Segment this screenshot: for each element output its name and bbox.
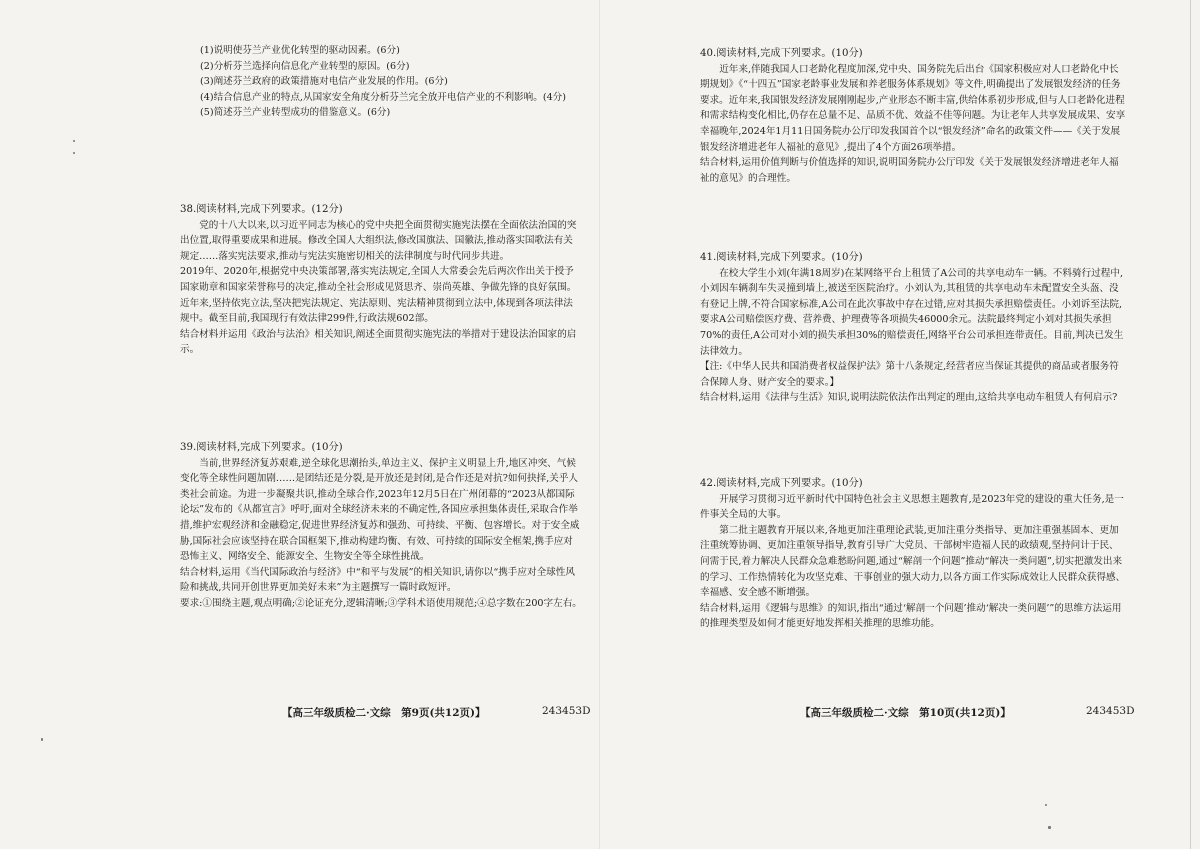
question-heading: 42.阅读材料,完成下列要求。(10分) (700, 478, 863, 489)
q37-subquestion: (4)结合信息产业的特点,从国家安全角度分析芬兰完全放开电信产业的不利影响。(4分) (200, 91, 567, 103)
right-page (600, 0, 1200, 849)
page-footer: 【高三年级质检二·文综 第9页(共12页)】 (282, 707, 486, 719)
question-material: 第二批主题教育开展以来,各地更加注重理论武装,更加注重分类指导、更加注重强基固本、更加注重统筹协调、更加注重领导指导,教育引导广大党员、干部树牢造福人民的政绩观,坚持问计于民、问需于民,着力解决人民群众急难愁盼问题,通过“解剖一个问题”推动“解决一类问题”,切实把激发出来的学习、工作热情转化为攻坚克难、干事创业的强大动力,以各方面工作实际成效让人民群众获得感、幸福感、安全感不断增强。 (700, 524, 1126, 599)
q37-subquestion: (3)阐述芬兰政府的政策措施对电信产业发展的作用。(6分) (200, 76, 448, 88)
question-material: 近年来,伴随我国人口老龄化程度加深,党中央、国务院先后出台《国家积极应对人口老龄化中长期规划》《“十四五”国家老龄事业发展和养老服务体系规划》等文件,明确提出了发展银发经济的任务要求。近年来,我国银发经济发展刚刚起步,产业形态不断丰富,供给体系初步形成,但与人口老龄化进程和需求结构变化相比,仍存在总量不足、品质不优、效益不佳等问题。为让老年人共享发展成果、安享幸福晚年,2024年1月11日国务院办公厅印发我国首个以“银发经济”命名的政策文件——《关于发展银发经济增进老年人福祉的意见》,提出了4个方面26项举措。 (700, 63, 1126, 153)
question-material: 2019年、2020年,根据党中央决策部署,落实宪法规定,全国人大常委会先后两次作出关于授予国家勋章和国家荣誉称号的决定,推动全社会形成见贤思齐、崇尚英雄、争做先锋的良好氛围。近年来,坚持依宪立法,坚决把宪法规定、宪法原则、宪法精神贯彻到立法中,体现到各项法律法规中。截至目前,我国现行有效法律299件,行政法规602部。 (180, 266, 577, 325)
q37-subquestion: (2)分析芬兰选择向信息化产业转型的原因。(6分) (200, 60, 410, 72)
q37-subquestions (200, 43, 600, 121)
question-material: 党的十八大以来,以习近平同志为核心的党中央把全面贯彻实施宪法摆在全面依法治国的突出位置,取得重要成果和进展。修改全国人大组织法,修改国旗法、国徽法,推动落实国歌法有关规定……落实宪法要求,推动与宪法实施密切相关的法律制度与时代同步共进。 (180, 219, 577, 262)
question-task: 结合材料,运用价值判断与价值选择的知识,说明国务院办公厅印发《关于发展银发经济增进老年人福祉的意见》的合理性。 (700, 157, 1119, 184)
question-material: 开展学习贯彻习近平新时代中国特色社会主义思想主题教育,是2023年党的建设的重大任务,是一件事关全局的大事。 (700, 493, 1124, 521)
question-material: 当前,世界经济复苏艰难,逆全球化思潮抬头,单边主义、保护主义明显上升,地区冲突、气候变化等全球性问题加剧……是团结还是分裂,是开放还是封闭,是合作还是对抗?如何抉择,关乎人类社会前途。为进一步凝聚共识,推动全球合作,2023年12月5日在广州闭幕的“2023从都国际论坛”发布的《从都宣言》呼吁,面对全球经济未来的不确定性,各国应承担集体责任,采取合作举措,维护宏观经济和金融稳定,促进世界经济复苏和强劲、可持续、平衡、包容增长。对于安全威胁,国际社会应该坚持在联合国框架下,推动构建均衡、有效、可持续的国际安全框架,携手应对恐怖主义、网络安全、能源安全、生物安全等全球性挑战。 (180, 457, 580, 563)
question-material: 在校大学生小刘(年满18周岁)在某网络平台上租赁了A公司的共享电动车一辆。不料骑行过程中,小刘因车辆刹车失灵撞到墙上,被送至医院治疗。小刘认为,其租赁的共享电动车未配置安全头盔、没有登记上牌,不符合国家标准,A公司在此次事故中存在过错,应对其损失承担赔偿责任。小刘诉至法院,要求A公司赔偿医疗费、营养费、护理费等各项损失46000余元。法院最终判定小刘对其损失承担70%的责任,A公司对小刘的损失承担30%的赔偿责任,网络平台公司承担连带责任。目前,判决已发生法律效力。 (700, 267, 1124, 357)
question-task: 结合材料并运用《政治与法治》相关知识,阐述全面贯彻实施宪法的举措对于建设法治国家的启示。 (180, 328, 577, 356)
question-heading: 40.阅读材料,完成下列要求。(10分) (700, 48, 863, 59)
question-42 (700, 476, 1128, 632)
question-heading: 38.阅读材料,完成下列要求。(12分) (180, 204, 343, 215)
page-footer: 【高三年级质检二·文综 第10页(共12页)】 (800, 707, 1011, 719)
paper-code: 243453D (542, 705, 591, 717)
paper-code: 243453D (1086, 705, 1135, 717)
question-39 (180, 440, 582, 612)
question-40 (700, 46, 1128, 186)
q37-subquestion: (5)简述芬兰产业转型成功的借鉴意义。(6分) (200, 107, 391, 119)
question-heading: 41.阅读材料,完成下列要求。(10分) (700, 252, 863, 263)
question-requirements: 要求:①围绕主题,观点明确;②论证充分,逻辑清晰;③学科术语使用规范;④总字数在200字左右。 (180, 597, 582, 609)
question-note: 【注:《中华人民共和国消费者权益保护法》第十八条规定,经营者应当保证其提供的商品或者服务符合保障人身、财产安全的要求。】 (700, 361, 1119, 388)
question-38 (180, 202, 582, 358)
question-task: 结合材料,运用《当代国际政治与经济》中“和平与发展”的相关知识,请你以“携手应对全球性风险和挑战,共同开创世界更加美好未来”为主题撰写一篇时政短评。 (180, 566, 575, 594)
q37-subquestion: (1)说明使芬兰产业优化转型的驱动因素。(6分) (200, 45, 400, 56)
question-task: 结合材料,运用《逻辑与思维》的知识,指出“通过‘解剖一个问题’推动‘解决一类问题’”的思维方法运用的推理类型及如何才能更好地发挥相关推理的思维功能。 (700, 602, 1122, 630)
question-task: 结合材料,运用《法律与生活》知识,说明法院依法作出判定的理由,这给共享电动车租赁人有何启示? (700, 392, 1118, 404)
question-41 (700, 250, 1128, 406)
question-heading: 39.阅读材料,完成下列要求。(10分) (180, 442, 343, 453)
